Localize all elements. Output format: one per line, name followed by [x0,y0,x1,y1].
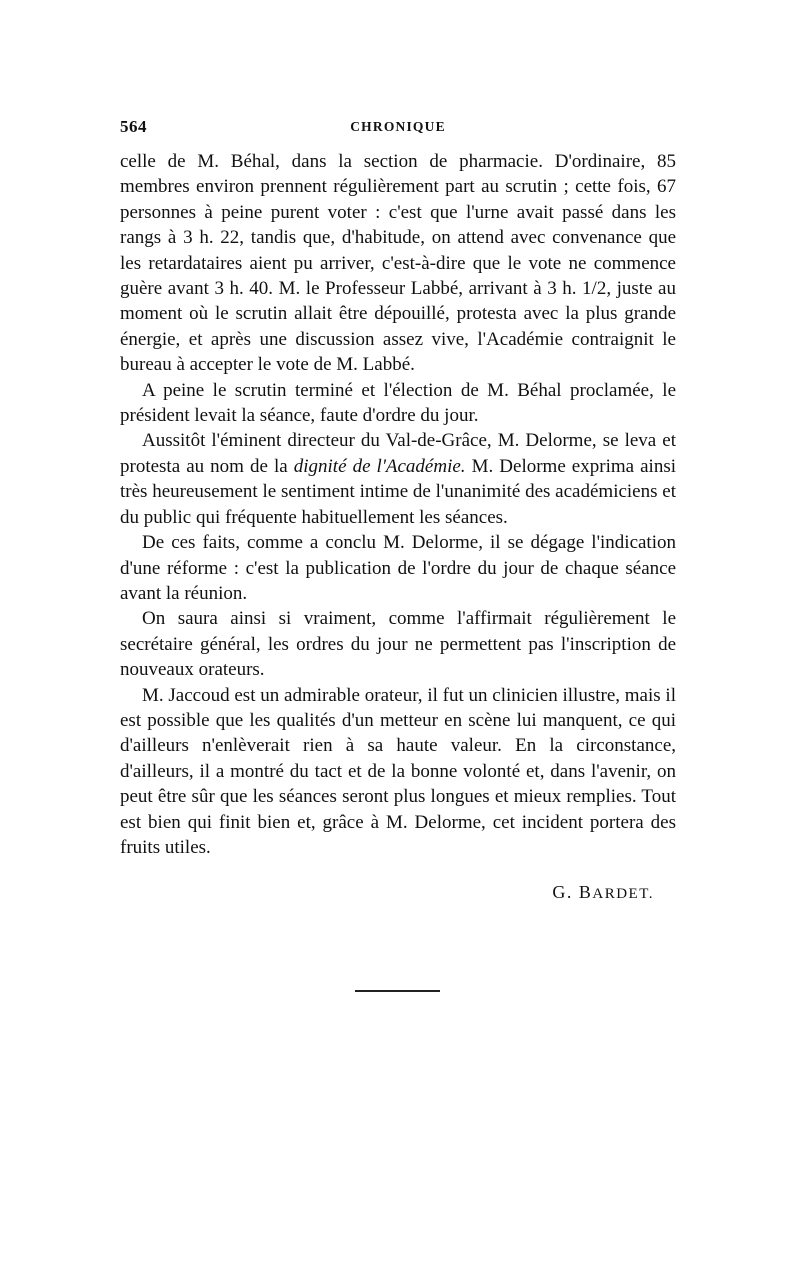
signature-surname-rest: ARDET. [592,886,654,903]
running-title: CHRONIQUE [350,119,446,134]
paragraph-3-text-start: Aussitôt l'éminent directeur du Val-de-Grâce, M. Delorme, se leva et protesta au nom de la [120,430,676,477]
paragraph-3-text-end: M. Delorme exprima ainsi très heureusement le sentiment intime de l'unanimité des académiciens et du public qui fréquente habituellement les séances. [120,455,676,528]
paragraph-5: On saura ainsi si vraiment, comme l'affirmait régulièrement le secrétaire général, les ordres du jour ne permettent pas l'inscription de nouveaux orateurs. [120,608,676,681]
chronicle-body [120,149,676,860]
section-end-rule [355,990,440,992]
paragraph-6: M. Jaccoud est un admirable orateur, il fut un clinicien illustre, mais il est possible que les qualités d'un metteur en scène lui manquent, ce qui d'ailleurs n'enlèverait rien à sa haute valeur. En la circonstance, d'ailleurs, il a montré du tact et de la bonne volonté et, dans l'avenir, on peut être sûr que les séances seront plus longues et mieux remplies. Tout est bien qui finit bien et, grâce à M. Delorme, cet incident portera des fruits utiles. [120,684,676,858]
author-signature [120,882,676,903]
book-page [120,115,676,903]
paragraph-1: celle de M. Béhal, dans la section de pharmacie. D'ordinaire, 85 membres environ prennent régulièrement part au scrutin ; cette fois, 67 personnes à peine purent voter : c'est que l'urne avait passé dans les rangs à 3 h. 22, tandis que, d'habitude, on attend avec convenance que les retardataires aient pu arriver, c'est-à-dire que le vote ne commence guère avant 3 h. 40. M. le Professeur Labbé, arrivant à 3 h. 1/2, juste au moment où le scrutin allait être dépouillé, protesta avec la plus grande énergie, et après une discussion assez vive, l'Académie contraignit le bureau à accepter le vote de M. Labbé. [120,151,676,376]
page-number: 564 [120,117,147,136]
running-head [120,115,676,149]
paragraph-4: De ces faits, comme a conclu M. Delorme, il se dégage l'indication d'une réforme : c'est la publication de l'ordre du jour de chaque séance avant la réunion. [120,532,676,604]
paragraph-2: A peine le scrutin terminé et l'élection de M. Béhal proclamée, le président levait la séance, faute d'ordre du jour. [120,379,676,427]
signature-initial: G. B [552,882,593,903]
paragraph-3 [120,428,676,530]
paragraph-3-emphasis: dignité de l'Académie. [293,455,466,477]
